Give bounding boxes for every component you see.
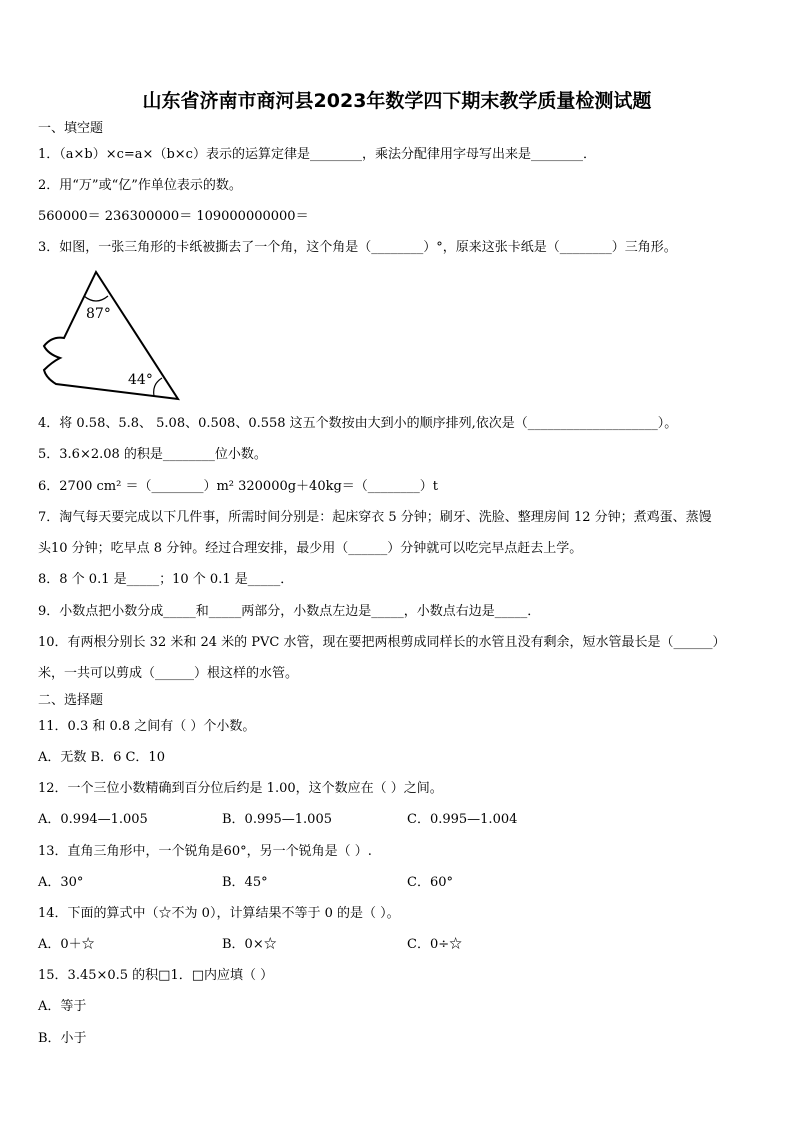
question-13-option-a: A．30° (38, 875, 84, 890)
page-title: 山东省济南市商河县2023年数学四下期末教学质量检测试题 (142, 90, 652, 112)
question-4: 4．将 0.58、5.8、 5.08、0.508、0.558 这五个数按由大到小的顺序排列,依次是（____________________）。 (38, 416, 678, 431)
question-12: 12．一个三位小数精确到百分位后约是 1.00，这个数应在（ ）之间。 (38, 781, 443, 796)
question-13-option-b: B．45° (222, 875, 268, 890)
question-10-line-2: 米，一共可以剪成（______）根这样的水管。 (38, 666, 299, 681)
question-14-option-c: C．0÷☆ (407, 937, 463, 952)
question-9: 9．小数点把小数分成_____和_____两部分，小数点左边是_____，小数点右边是_____． (38, 604, 541, 619)
section-fill-blank: 一、填空题 (38, 121, 104, 136)
question-2-numbers: 560000＝ 236300000＝ 109000000000＝ (38, 209, 309, 224)
question-15-option-a: A．等于 (38, 999, 87, 1014)
question-14: 14．下面的算式中（☆不为 0），计算结果不等于 0 的是（ ）。 (38, 906, 400, 921)
angle-bottom-label: 44° (128, 372, 153, 388)
torn-triangle-figure (38, 266, 188, 406)
question-12-option-b: B．0.995—1.005 (222, 812, 332, 827)
triangle-outline (44, 272, 178, 399)
question-10-line-1: 10．有两根分别长 32 米和 24 米的 PVC 水管，现在要把两根剪成同样长的水管且没有剩余，短水管最长是（______） (38, 635, 726, 650)
question-8: 8．8 个 0.1 是_____；10 个 0.1 是_____． (38, 572, 294, 587)
question-5: 5．3.6×2.08 的积是________位小数。 (38, 447, 267, 462)
question-7-line-1: 7．淘气每天要完成以下几件事，所需时间分别是：起床穿衣 5 分钟；刷牙、洗脸、整理房间 12 分钟；煮鸡蛋、蒸馒 (38, 510, 712, 525)
question-11: 11．0.3 和 0.8 之间有（ ）个小数。 (38, 719, 256, 734)
question-3: 3．如图，一张三角形的卡纸被撕去了一个角，这个角是（________）°，原来这张卡纸是（________）三角形。 (38, 240, 677, 255)
question-15: 15．3.45×0.5 的积□1．□内应填（ ） (38, 968, 274, 983)
question-13: 13．直角三角形中，一个锐角是60°，另一个锐角是（ ）. (38, 844, 372, 859)
question-1: 1．（a×b）×c=a×（b×c）表示的运算定律是________，乘法分配律用字母写出来是________． (38, 147, 596, 162)
question-12-option-c: C．0.995—1.004 (407, 812, 518, 827)
question-14-option-a: A．0＋☆ (38, 937, 95, 952)
question-13-option-c: C．60° (407, 875, 453, 890)
section-multiple-choice: 二、选择题 (38, 693, 104, 708)
top-angle-arc (84, 296, 108, 301)
question-7-line-2: 头10 分钟；吃早点 8 分钟。经过合理安排，最少用（______）分钟就可以吃完早点赶去上学。 (38, 541, 583, 556)
question-14-option-b: B．0×☆ (222, 937, 277, 952)
question-6: 6．2700 cm² ＝（________）m² 320000g＋40kg＝（________）t (38, 479, 439, 494)
question-11-options: A．无数 B．6 C．10 (38, 750, 165, 765)
question-12-option-a: A．0.994—1.005 (38, 812, 148, 827)
angle-top-label: 87° (86, 306, 111, 322)
bottom-angle-arc (154, 378, 162, 396)
question-2: 2．用“万”或“亿”作单位表示的数。 (38, 178, 242, 193)
question-15-option-b: B．小于 (38, 1031, 87, 1046)
